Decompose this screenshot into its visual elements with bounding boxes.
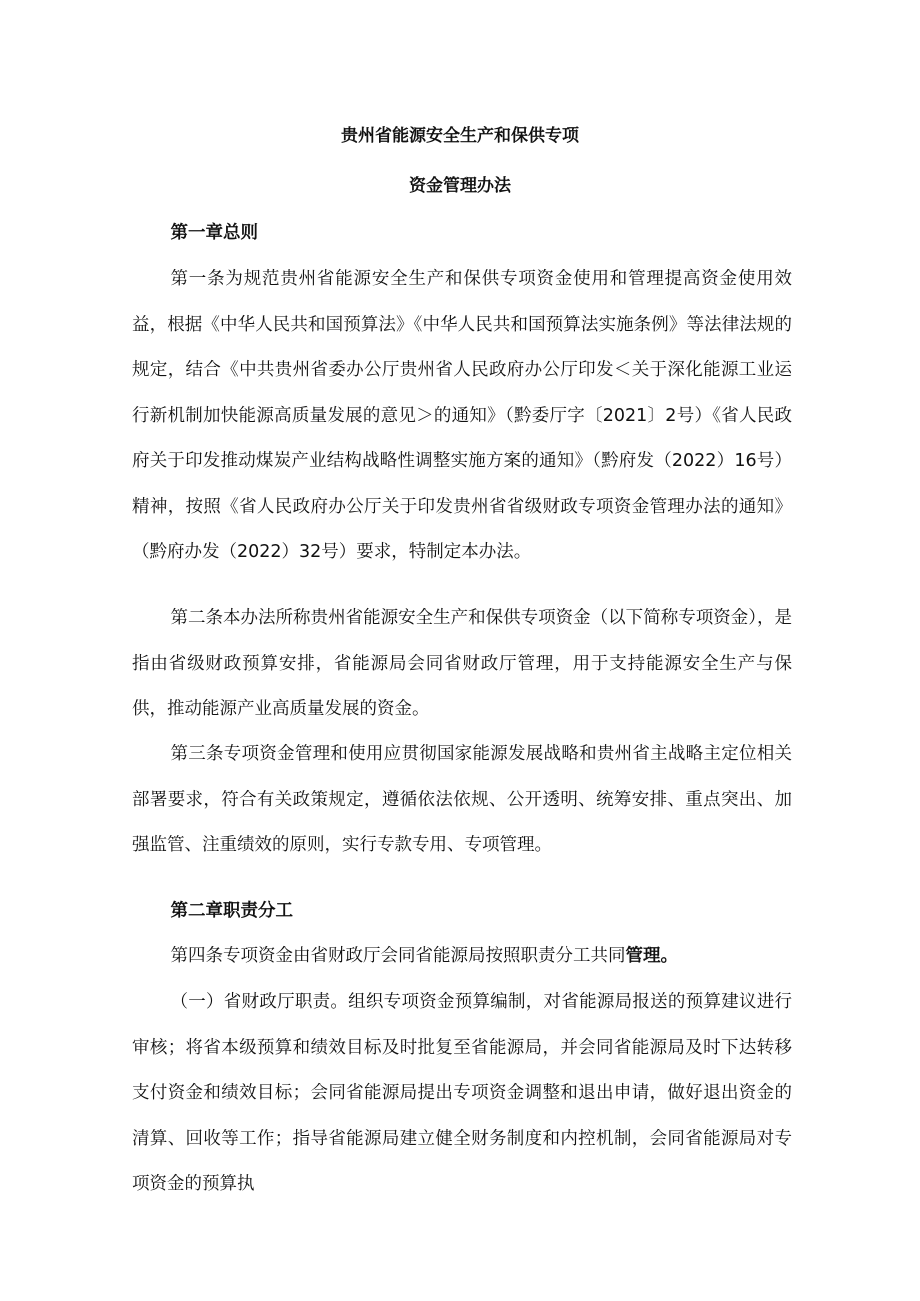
chapter2-heading: 第二章职责分工 (170, 901, 293, 921)
chapter1-heading: 第一章总则 (170, 223, 258, 243)
article3-paragraph: 第三条专项资金管理和使用应贯彻国家能源发展战略和贵州省主战略主定位相关部署要求，符合有关政策规定，遵循依法依规、公开透明、统筹安排、重点突出、加强监管、注重绩效的原则，实行专款专用、专项管理。 (132, 744, 792, 855)
document-title-line2: 资金管理办法 (409, 176, 511, 196)
article2-paragraph: 第二条本办法所称贵州省能源安全生产和保供专项资金（以下简称专项资金），是指由省级财政预算安排，省能源局会同省财政厅管理，用于支持能源安全生产与保供，推动能源产业高质量发展的资金。 (132, 608, 792, 719)
document-title-line1: 贵州省能源安全生产和保供专项 (341, 126, 579, 146)
article4-text: 第四条专项资金由省财政厅会同省能源局按照职责分工共同 (170, 946, 626, 966)
article4-bold-text: 管理。 (625, 946, 678, 966)
article1-paragraph: 第一条为规范贵州省能源安全生产和保供专项资金使用和管理提高资金使用效益，根据《中华人民共和国预算法》《中华人民共和国预算法实施条例》等法律法规的规定，结合《中共贵州省委办公厅贵州省人民政府办公厅印发＜关于深化能源工业运行新机制加快能源高质量发展的意见＞的通知》（黔委厅字〔2021〕2号）《省人民政府关于印发推动煤炭产业结构战略性调整实施方案的通知》（黔府发（2022）16号）精神，按照《省人民政府办公厅关于印发贵州省省级财政专项资金管理办法的通知》（黔府办发（2022）32号）要求，特制定本办法。 (132, 269, 792, 562)
item1-paragraph: （一）省财政厅职责。组织专项资金预算编制，对省能源局报送的预算建议进行审核；将省本级预算和绩效目标及时批复至省能源局，并会同省能源局及时下达转移支付资金和绩效目标；会同省能源局提出专项资金调整和退出申请，做好退出资金的清算、回收等工作；指导省能源局建立健全财务制度和内控机制，会同省能源局对专项资金的预算执 (132, 992, 792, 1194)
article4-paragraph (132, 934, 792, 980)
